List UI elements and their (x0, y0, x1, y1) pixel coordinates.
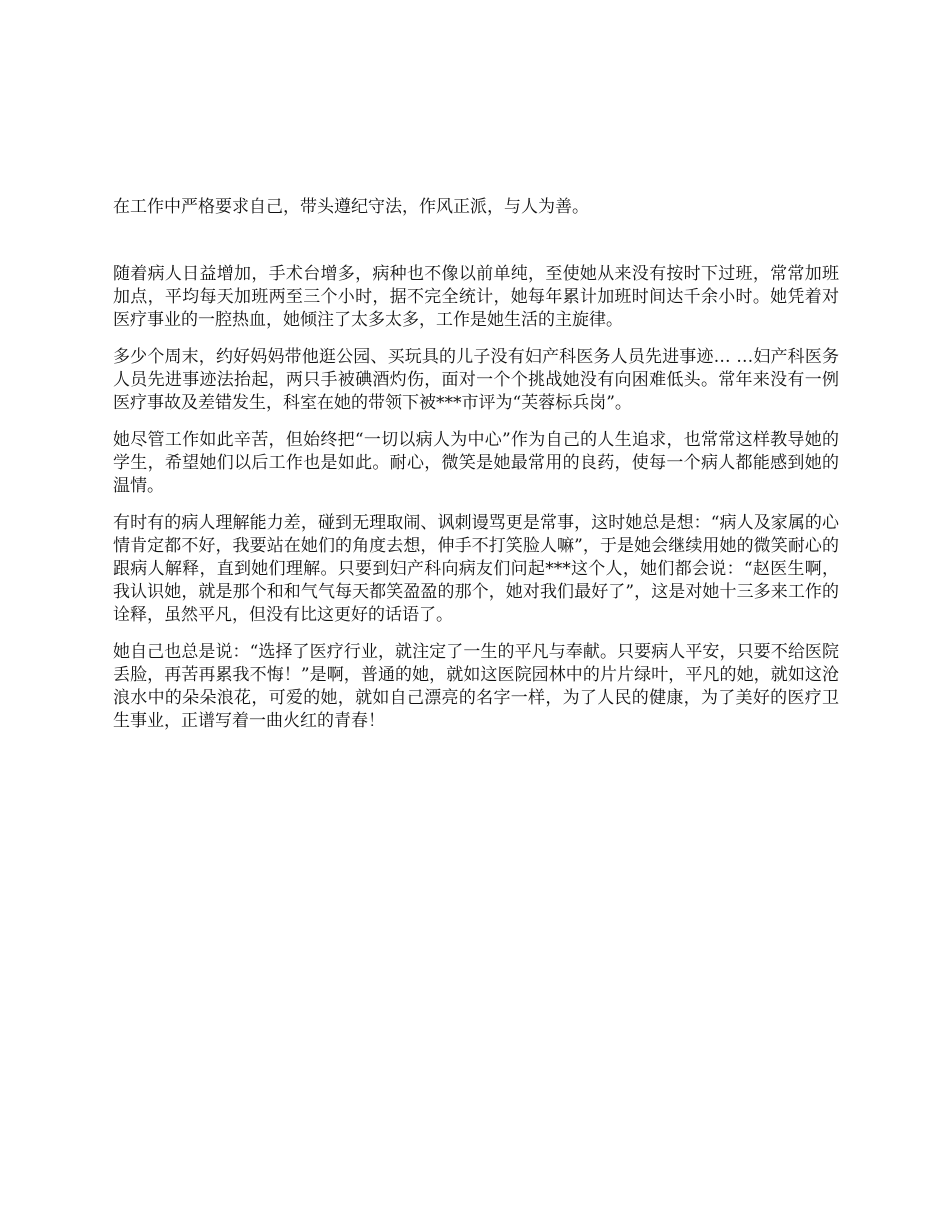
paragraph-4: 她尽管工作如此辛苦，但始终把“一切以病人为中心”作为自己的人生追求，也常常这样教导她的学生，希望她们以后工作也是如此。耐心，微笑是她最常用的良药，使每一个病人都能感到她的温情。 (113, 430, 839, 496)
paragraph-6: 她自己也总是说：“选择了医疗行业，就注定了一生的平凡与奉献。只要病人平安，只要不给医院丢脸，再苦再累我不悔！”是啊，普通的她，就如这医院园林中的片片绿叶，平凡的她，就如这沧浪水中的朵朵浪花，可爱的她，就如自己漂亮的名字一样，为了人民的健康，为了美好的医疗卫生事业，正谱写着一曲火红的青春！ (113, 642, 839, 731)
paragraph-5: 有时有的病人理解能力差，碰到无理取闹、讽刺谩骂更是常事，这时她总是想：“病人及家属的心情肯定都不好，我要站在她们的角度去想，伸手不打笑脸人嘛”，于是她会继续用她的微笑耐心的跟病人解释，直到她们理解。只要到妇产科向病友们问起***这个人，她们都会说：“赵医生啊，我认识她，就是那个和和气气每天都笑盈盈的那个，她对我们最好了”，这是对她十三多来工作的诠释，虽然平凡，但没有比这更好的话语了。 (113, 513, 839, 625)
document-body (113, 196, 839, 747)
paragraph-3: 多少个周末，约好妈妈带他逛公园、买玩具的儿子没有妇产科医务人员先进事迹… …妇产科医务人员先进事迹法抬起，两只手被碘酒灼伤，面对一个个挑战她没有向困难低头。常年来没有一例医疗事故及差错发生，科室在她的带领下被***市评为“芙蓉标兵岗”。 (113, 347, 839, 413)
paragraph-2: 随着病人日益增加，手术台增多，病种也不像以前单纯，至使她从来没有按时下过班，常常加班加点，平均每天加班两至三个小时，据不完全统计，她每年累计加班时间达千余小时。她凭着对医疗事业的一腔热血，她倾注了太多太多，工作是她生活的主旋律。 (113, 264, 839, 330)
paragraph-1: 在工作中严格要求自己，带头遵纪守法，作风正派，与人为善。 (113, 197, 589, 217)
